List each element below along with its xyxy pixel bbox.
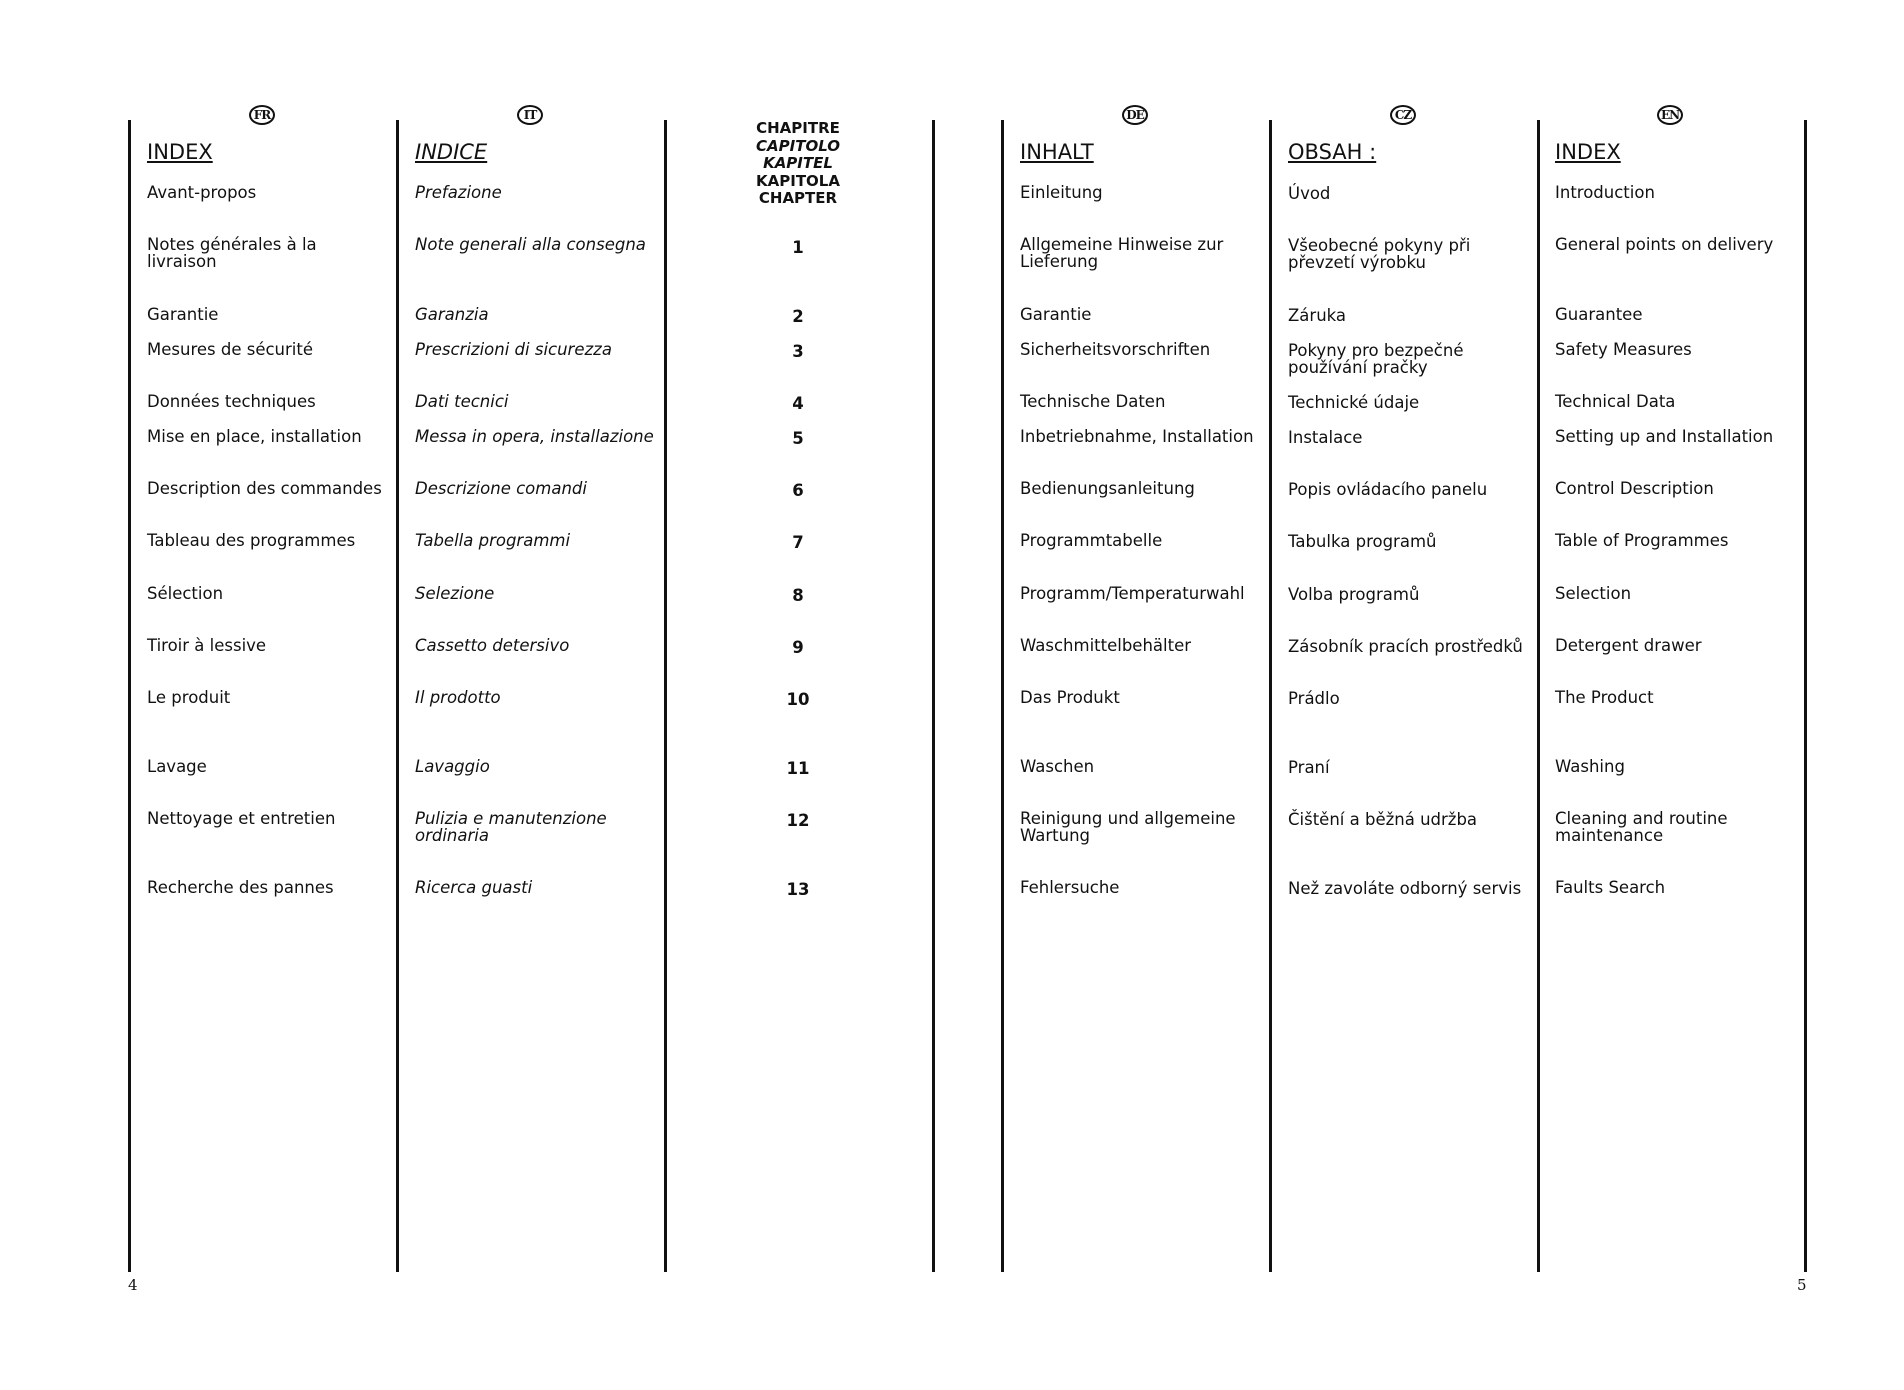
cz-index-entry: Pokyny pro bezpečné používání pračky	[1288, 341, 1464, 377]
de-index-entry: Waschmittelbehälter	[1020, 636, 1192, 655]
fr-index-entry: Tiroir à lessive	[147, 636, 267, 655]
chapter-number: 13	[786, 880, 810, 899]
chapter-number: 2	[792, 307, 804, 326]
it-index-entry: Lavaggio	[415, 757, 490, 776]
column-rule	[932, 120, 935, 1272]
cz-index-entry: Technické údaje	[1288, 393, 1420, 412]
de-index-entry: Technische Daten	[1020, 392, 1166, 411]
column-rule	[1001, 120, 1004, 1272]
chapter-number: 7	[792, 533, 804, 552]
cz-index-entry: Volba programů	[1288, 585, 1420, 604]
cz-index-entry: Než zavoláte odborný servis	[1288, 879, 1522, 898]
chapter-heading-cz: KAPITOLA	[756, 171, 840, 190]
chapter-number: 10	[786, 690, 810, 709]
chapter-number: 12	[786, 811, 810, 830]
it-index-entry: Prescrizioni di sicurezza	[415, 340, 612, 359]
it-index-entry: Descrizione comandi	[415, 479, 587, 498]
chapter-number: 11	[786, 759, 810, 778]
de-index-entry: Programmtabelle	[1020, 531, 1163, 550]
de-index-entry: Reinigung und allgemeine Wartung	[1020, 809, 1236, 845]
column-rule	[128, 120, 131, 1272]
fr-index-entry: Sélection	[147, 584, 224, 603]
chapter-heading-it: CAPITOLO	[756, 136, 840, 155]
fr-index-entry: Tableau des programmes	[147, 531, 356, 550]
chapter-number: 9	[792, 638, 804, 657]
it-index-entry: Garanzia	[415, 305, 489, 324]
de-index-entry: Fehlersuche	[1020, 878, 1120, 897]
de-index-entry: Garantie	[1020, 305, 1092, 324]
en-index-entry: Guarantee	[1555, 305, 1643, 324]
de-index-entry: Waschen	[1020, 757, 1095, 776]
it-language-badge: IT	[517, 105, 543, 125]
it-index-entry: Cassetto detersivo	[415, 636, 570, 655]
cz-index-entry: Čištění a běžná udržba	[1288, 810, 1478, 829]
de-index-entry: Bedienungsanleitung	[1020, 479, 1195, 498]
en-index-entry: Washing	[1555, 757, 1625, 776]
it-index-entry: Messa in opera, installazione	[415, 427, 654, 446]
chapter-number: 4	[792, 394, 804, 413]
de-index-entry: Einleitung	[1020, 183, 1103, 202]
cz-index-entry: Úvod	[1288, 184, 1331, 203]
cz-index-title: OBSAH :	[1288, 140, 1377, 164]
cz-index-entry: Záruka	[1288, 306, 1347, 325]
fr-index-entry: Description des commandes	[147, 479, 382, 498]
it-index-entry: Pulizia e manutenzione ordinaria	[415, 809, 607, 845]
de-index-title: INHALT	[1020, 140, 1094, 164]
fr-index-entry: Recherche des pannes	[147, 878, 334, 897]
chapter-heading-de: KAPITEL	[763, 154, 833, 172]
fr-index-entry: Le produit	[147, 688, 231, 707]
it-index-title: INDICE	[415, 140, 488, 164]
en-index-entry: Table of Programmes	[1555, 531, 1729, 550]
fr-index-entry: Notes générales à la livraison	[147, 235, 317, 271]
column-rule	[664, 120, 667, 1272]
cz-index-entry: Tabulka programů	[1288, 532, 1437, 551]
en-index-entry: Technical Data	[1555, 392, 1676, 411]
chapter-number: 8	[792, 586, 804, 605]
fr-index-entry: Données techniques	[147, 392, 316, 411]
chapter-number: 1	[792, 238, 804, 257]
fr-index-entry: Garantie	[147, 305, 219, 324]
it-index-entry: Il prodotto	[415, 688, 501, 707]
de-index-entry: Allgemeine Hinweise zur Lieferung	[1020, 235, 1224, 271]
it-index-entry: Dati tecnici	[415, 392, 509, 411]
en-index-entry: General points on delivery	[1555, 235, 1774, 254]
en-index-title: INDEX	[1555, 140, 1621, 164]
cz-index-entry: Všeobecné pokyny při převzetí výrobku	[1288, 236, 1471, 272]
column-rule	[1269, 120, 1272, 1272]
it-index-entry: Prefazione	[415, 183, 502, 202]
fr-index-title: INDEX	[147, 140, 213, 164]
cz-index-entry: Instalace	[1288, 428, 1363, 447]
right-page	[952, 0, 1904, 1390]
column-rule	[1804, 120, 1807, 1272]
de-index-entry: Inbetriebnahme, Installation	[1020, 427, 1254, 446]
en-index-entry: The Product	[1555, 688, 1654, 707]
en-index-entry: Setting up and Installation	[1555, 427, 1774, 446]
fr-language-badge: FR	[249, 105, 275, 125]
chapter-heading-fr: CHAPITRE	[756, 119, 840, 137]
cz-language-badge: CZ	[1390, 105, 1416, 125]
cz-index-entry: Zásobník pracích prostředků	[1288, 637, 1523, 656]
en-index-entry: Cleaning and routine maintenance	[1555, 809, 1728, 845]
de-index-entry: Programm/Temperaturwahl	[1020, 584, 1245, 603]
fr-index-entry: Nettoyage et entretien	[147, 809, 336, 828]
en-index-entry: Introduction	[1555, 183, 1655, 202]
en-language-badge: EN	[1657, 105, 1683, 125]
fr-index-entry: Avant-propos	[147, 183, 257, 202]
page-number: 4	[128, 1276, 138, 1294]
de-index-entry: Sicherheitsvorschriften	[1020, 340, 1211, 359]
page-number: 5	[1797, 1276, 1807, 1294]
en-index-entry: Control Description	[1555, 479, 1714, 498]
fr-index-entry: Lavage	[147, 757, 207, 776]
de-index-entry: Das Produkt	[1020, 688, 1120, 707]
it-index-entry: Note generali alla consegna	[415, 235, 646, 254]
en-index-entry: Faults Search	[1555, 878, 1666, 897]
de-language-badge: DE	[1122, 105, 1148, 125]
cz-index-entry: Praní	[1288, 758, 1330, 777]
fr-index-entry: Mise en place, installation	[147, 427, 362, 446]
en-index-entry: Safety Measures	[1555, 340, 1692, 359]
it-index-entry: Tabella programmi	[415, 531, 571, 550]
en-index-entry: Selection	[1555, 584, 1632, 603]
column-rule	[1537, 120, 1540, 1272]
chapter-number: 3	[792, 342, 804, 361]
chapter-number: 6	[792, 481, 804, 500]
chapter-heading	[728, 120, 868, 208]
cz-index-entry: Prádlo	[1288, 689, 1340, 708]
fr-index-entry: Mesures de sécurité	[147, 340, 313, 359]
chapter-heading-en: CHAPTER	[758, 189, 838, 207]
en-index-entry: Detergent drawer	[1555, 636, 1702, 655]
it-index-entry: Ricerca guasti	[415, 878, 533, 897]
column-rule	[396, 120, 399, 1272]
it-index-entry: Selezione	[415, 584, 495, 603]
cz-index-entry: Popis ovládacího panelu	[1288, 480, 1488, 499]
chapter-number: 5	[792, 429, 804, 448]
